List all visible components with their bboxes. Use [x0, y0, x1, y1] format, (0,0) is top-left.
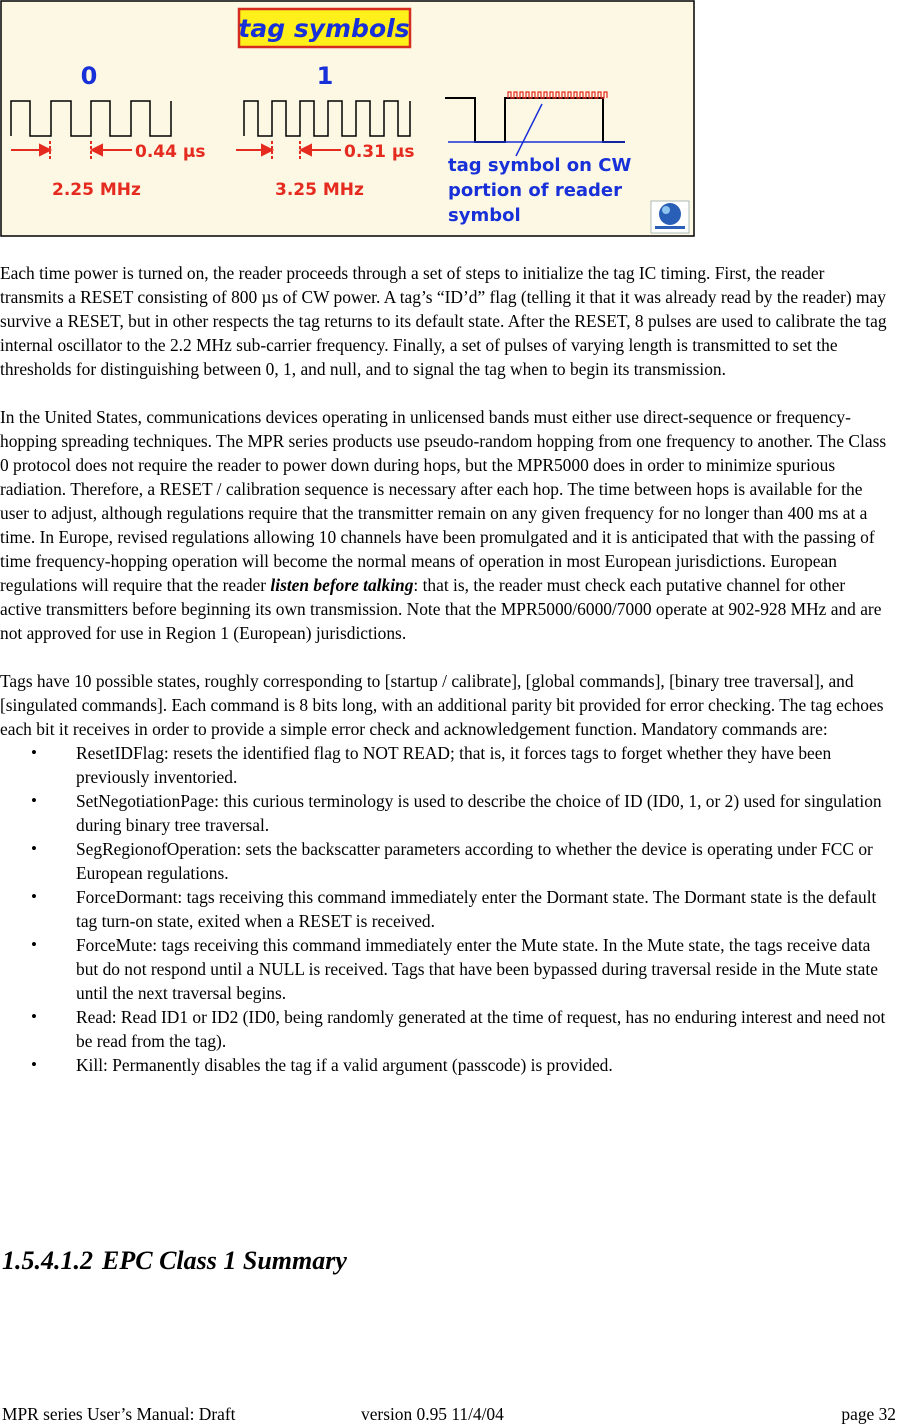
bullet-icon: • [31, 935, 37, 954]
list-item-text: ForceMute: tags receiving this command immediately enter the Mute state. In the Mute state, the tags receive data but do not respond until a NULL is received. Tags that have been bypassed during traversal reside in the Mute state until the next traversal begins. [76, 935, 878, 1003]
list-item-text: SegRegionofOperation: sets the backscatter parameters according to whether the device is operating under FCC or European regulations. [76, 839, 873, 883]
list-item [0, 1005, 890, 1053]
list-item-text: Read: Read ID1 or ID2 (ID0, being randomly generated at the time of request, has no enduring interest and need not be read from the tag). [76, 1007, 886, 1051]
cw-caption-line: symbol [448, 205, 521, 226]
symbol-one-label: 1 [316, 62, 334, 90]
duration-zero: 0.44 µs [135, 142, 206, 162]
tag-symbols-figure [0, 0, 695, 237]
list-item [0, 837, 890, 885]
bullet-icon: • [31, 1007, 37, 1026]
duration-one: 0.31 µs [344, 142, 415, 162]
frequency-one: 3.25 MHz [275, 180, 364, 200]
section-number: 1.5.4.1.2 [2, 1246, 93, 1275]
footer-manual-title: MPR series User’s Manual: Draft [2, 1404, 236, 1424]
list-item-text: ResetIDFlag: resets the identified flag to NOT READ; that is, it forces tags to forget whether they have been previously inventoried. [76, 743, 832, 787]
section-title: EPC Class 1 Summary [102, 1246, 347, 1275]
symbol-zero-label: 0 [80, 62, 98, 90]
list-item-text: Kill: Permanently disables the tag if a valid argument (passcode) is provided. [76, 1055, 613, 1075]
emphasis-listen-before-talking: listen before talking [270, 575, 414, 595]
frequency-zero: 2.25 MHz [52, 180, 141, 200]
paragraph-text: : that is, the reader must check each putative channel for other active transmitters before beginning its own transmission. Note that the MPR5000/6000/7000 operate at 902-928 MHz and are not approved for use in Region 1 (European) jurisdictions. [0, 575, 882, 643]
page-footer [0, 1402, 899, 1426]
list-item-text: SetNegotiationPage: this curious terminology is used to describe the choice of ID (ID0, 1, or 2) used for singulation during binary tree traversal. [76, 791, 882, 835]
bullet-icon: • [31, 887, 37, 906]
list-item [0, 1053, 890, 1077]
footer-version: version 0.95 11/4/04 [361, 1404, 504, 1424]
bullet-icon: • [31, 791, 37, 810]
cw-caption-line: tag symbol on CW [448, 155, 632, 176]
bullet-icon: • [31, 1055, 37, 1074]
list-item [0, 933, 890, 1005]
paragraph-initialization: Each time power is turned on, the reader proceeds through a set of steps to initialize the tag IC timing. First, the reader transmits a RESET consisting of 800 µs of CW power. A tag’s “ID’d” flag (telling it that it was already read by the reader) may survive a RESET, but in other respects the tag returns to its default state. After the RESET, 8 pulses are used to calibrate the tag internal oscillator to the 2.2 MHz sub-carrier frequency. Finally, a set of pulses of varying length is transmitted to set the thresholds for distinguishing between 0, 1, and null, and to signal the tag when to begin its transmission. [0, 263, 887, 379]
list-item [0, 741, 890, 789]
bullet-icon: • [31, 743, 37, 762]
list-item-text: ForceDormant: tags receiving this command immediately enter the Dormant state. The Dormant state is the default tag turn-on state, exited when a RESET is received. [76, 887, 877, 931]
company-logo [651, 201, 689, 233]
body-text [0, 261, 890, 1077]
mandatory-commands-list [0, 741, 890, 1077]
list-item [0, 885, 890, 933]
paragraph-frequency-hopping [0, 405, 890, 645]
paragraph-text: In the United States, communications devices operating in unlicensed bands must either use direct-sequence or frequency-hopping spreading techniques. The MPR series products use pseudo-random hopping from one frequency to another. The Class 0 protocol does not require the reader to power down during hops, but the MPR5000 does in order to minimize spurious radiation. Therefore, a RESET / calibration sequence is necessary after each hop. The time between hops is available for the user to adjust, although regulations require that the transmitter remain on any given frequency for no longer than 400 ms at a time. In Europe, revised regulations allowing 10 channels have been promulgated and it is anticipated that with the passing of time frequency-hopping operation will become the normal means of operation in most European jurisdictions. European regulations will require that the reader [0, 407, 887, 595]
section-heading [2, 1244, 347, 1278]
list-item [0, 789, 890, 837]
paragraph-tag-states: Tags have 10 possible states, roughly corresponding to [startup / calibrate], [global commands], [binary tree traversal], and [singulated commands]. Each command is 8 bits long, with an additional parity bit provided for error checking. The tag echoes each bit it receives in order to provide a simple error check and acknowledgement function. Mandatory commands are: [0, 671, 884, 739]
bullet-icon: • [31, 839, 37, 858]
figure-title: tag symbols [238, 14, 410, 43]
footer-page-number: page 32 [841, 1404, 896, 1424]
cw-caption-line: portion of reader [448, 180, 623, 201]
